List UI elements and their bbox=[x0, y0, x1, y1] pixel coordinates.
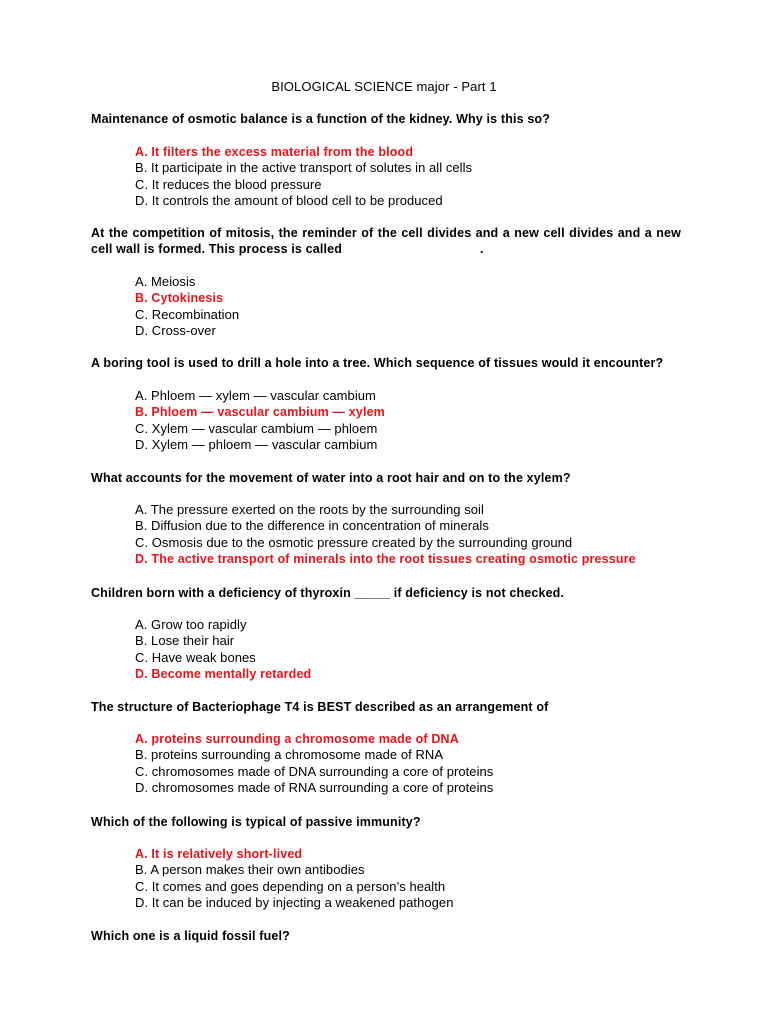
question-3-options bbox=[135, 388, 695, 453]
question-4-option-d: D. The active transport of minerals into the root tissues creating osmotic pressure bbox=[135, 551, 636, 566]
question-1-option-a: A. It filters the excess material from the blood bbox=[135, 145, 414, 159]
question-6-text: The structure of Bacteriophage T4 is BEST described as an arrangement of bbox=[91, 700, 549, 714]
question-2-option-a: A. Meiosis bbox=[135, 274, 196, 289]
question-3-option-d: D. Xylem — phloem — vascular cambium bbox=[135, 436, 378, 452]
question-5-options bbox=[135, 617, 695, 682]
question-3-text: A boring tool is used to drill a hole into a tree. Which sequence of tissues would it encounter? bbox=[91, 356, 664, 370]
question-5-option-b: B. Lose their hair bbox=[135, 633, 235, 649]
question-4-text: What accounts for the movement of water into a root hair and on to the xylem? bbox=[91, 471, 571, 485]
question-5-option-c: C. Have weak bones bbox=[135, 649, 256, 665]
question-7-option-b: B. A person makes their own antibodies bbox=[135, 862, 365, 878]
question-2-options bbox=[135, 274, 695, 339]
question-2-stem: At the competition of mitosis, the reminder of the cell divides and a new cell divides and a new cell wall is formed. This process is called bbox=[91, 226, 681, 256]
question-2-option-c: C. Recombination bbox=[135, 306, 240, 322]
question-1-option-d: D. It controls the amount of blood cell to be produced bbox=[135, 192, 443, 208]
question-7-text: Which of the following is typical of passive immunity? bbox=[91, 815, 421, 829]
question-2-option-b: B. Cytokinesis bbox=[135, 291, 224, 306]
question-3-option-c: C. Xylem — vascular cambium — phloem bbox=[135, 420, 378, 436]
question-5-option-d: D. Become mentally retarded bbox=[135, 666, 312, 681]
question-8-text: Which one is a liquid fossil fuel? bbox=[91, 929, 290, 943]
question-6-option-d: D. chromosomes made of RNA surrounding a core of proteins bbox=[135, 779, 494, 795]
question-6-option-c: C. chromosomes made of DNA surrounding a core of proteins bbox=[135, 763, 494, 779]
question-4-option-c: C. Osmosis due to the osmotic pressure created by the surrounding ground bbox=[135, 534, 573, 550]
question-2-option-d: D. Cross-over bbox=[135, 322, 216, 338]
question-3-option-b: B. Phloem — vascular cambium — xylem bbox=[135, 405, 385, 420]
question-1-option-b: B. It participate in the active transport of solutes in all cells bbox=[135, 160, 473, 176]
question-1-options bbox=[135, 144, 695, 209]
question-2-text bbox=[91, 225, 681, 257]
question-7-option-c: C. It comes and goes depending on a person’s health bbox=[135, 878, 446, 894]
question-1-text: Maintenance of osmotic balance is a function of the kidney. Why is this so? bbox=[91, 112, 551, 126]
question-4-option-a: A. The pressure exerted on the roots by the surrounding soil bbox=[135, 502, 484, 517]
document-title: BIOLOGICAL SCIENCE major - Part 1 bbox=[271, 79, 497, 94]
question-4-option-b: B. Diffusion due to the difference in concentration of minerals bbox=[135, 518, 489, 534]
question-4-options bbox=[135, 502, 695, 567]
question-5-option-a: A. Grow too rapidly bbox=[135, 617, 247, 632]
question-6-option-a: A. proteins surrounding a chromosome made of DNA bbox=[135, 732, 459, 746]
question-7-option-a: A. It is relatively short-lived bbox=[135, 847, 303, 861]
question-6-option-b: B. proteins surrounding a chromosome made of RNA bbox=[135, 747, 444, 763]
question-7-option-d: D. It can be induced by injecting a weakened pathogen bbox=[135, 894, 454, 910]
question-3-option-a: A. Phloem — xylem — vascular cambium bbox=[135, 388, 376, 403]
question-5-text: Children born with a deficiency of thyroxin _____ if deficiency is not checked. bbox=[91, 586, 565, 600]
question-2-blank-end: . bbox=[480, 242, 484, 256]
question-6-options bbox=[135, 731, 695, 796]
question-1-option-c: C. It reduces the blood pressure bbox=[135, 176, 322, 192]
question-7-options bbox=[135, 846, 695, 911]
